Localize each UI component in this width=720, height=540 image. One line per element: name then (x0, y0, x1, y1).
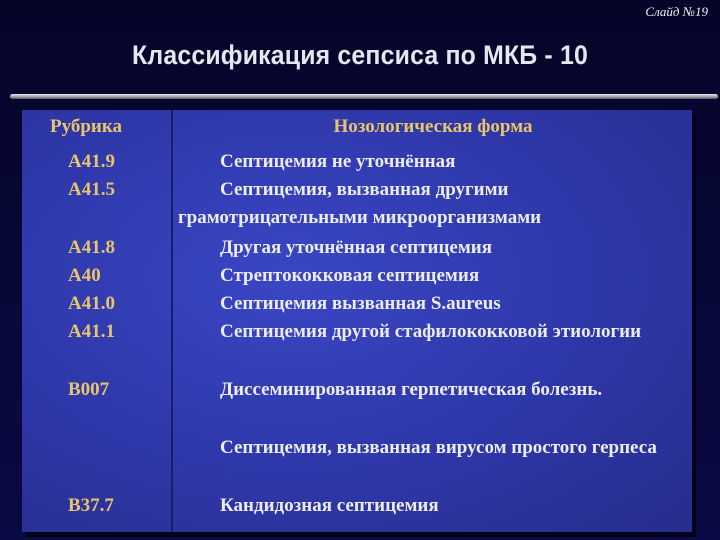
form-cell: Септицемия не уточнённая (220, 151, 456, 172)
header-code: Рубрика (50, 116, 123, 137)
form-cell: Стрептококковая септицемия (220, 265, 480, 286)
code-cell: А40 (68, 265, 101, 286)
code-cell: В37.7 (68, 495, 114, 516)
column-divider (171, 110, 173, 532)
code-cell: А41.5 (68, 179, 115, 200)
form-cell: Септицемия, вызванная вирусом простого герпеса (220, 437, 657, 458)
form-cell: Кандидозная септицемия (220, 495, 439, 516)
code-cell: А41.8 (68, 237, 115, 258)
form-cell: Септицемия другой стафилококковой этиологии (220, 321, 642, 342)
code-cell: А41.9 (68, 151, 115, 172)
slide-number: Слайд №19 (645, 4, 708, 19)
code-cell: В007 (68, 379, 110, 400)
code-cell: А41.0 (68, 293, 115, 314)
slide-title: Классификация сепсиса по МКБ - 10 (132, 40, 588, 70)
form-cell: Септицемия вызванная S.aureus (220, 293, 501, 314)
form-cell: Диссеминированная герпетическая болезнь. (220, 379, 603, 400)
form-cell: Другая уточнённая септицемия (220, 237, 493, 258)
classification-table (22, 110, 692, 532)
header-form: Нозологическая форма (333, 116, 533, 137)
code-cell: А41.1 (68, 321, 115, 342)
form-cell: Септицемия, вызванная другими грамотрицательными микроорганизмами (178, 179, 542, 228)
title-divider (10, 94, 718, 99)
